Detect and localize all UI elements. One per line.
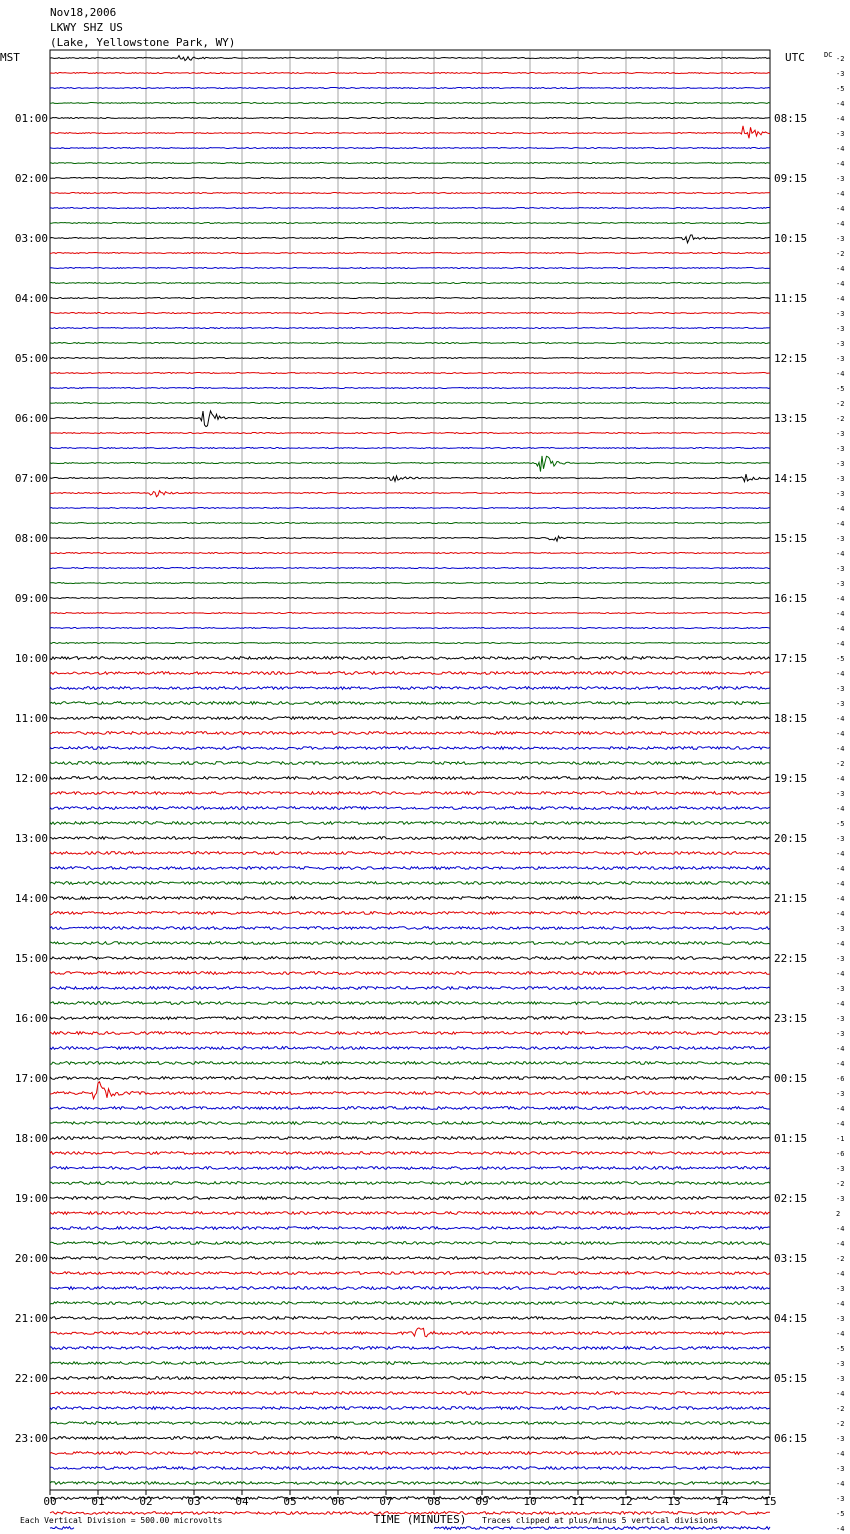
trace-line bbox=[50, 777, 770, 780]
x-tick-label: 09 bbox=[475, 1495, 489, 1508]
dc-offset-label: -4 bbox=[836, 805, 845, 813]
x-tick-label: 10 bbox=[523, 1495, 537, 1508]
utc-hour-label: 16:15 bbox=[774, 592, 808, 605]
trace-line bbox=[50, 1302, 770, 1305]
utc-hour-label: 17:15 bbox=[774, 652, 808, 665]
dc-offset-label: -6 bbox=[836, 1150, 845, 1158]
dc-offset-label: -4 bbox=[836, 220, 845, 228]
trace-line bbox=[50, 583, 770, 584]
x-axis-title: TIME (MINUTES) bbox=[373, 1513, 467, 1526]
dc-offset-label: -4 bbox=[836, 940, 845, 948]
utc-hour-label: 22:15 bbox=[774, 952, 808, 965]
x-tick-label: 04 bbox=[235, 1495, 249, 1508]
dc-offset-label: -2 bbox=[836, 1405, 845, 1413]
utc-hour-label: 11:15 bbox=[774, 292, 808, 305]
station-label: LKWY SHZ US bbox=[50, 21, 123, 34]
mst-hour-label: 06:00 bbox=[14, 412, 48, 425]
dc-offset-label: -2 bbox=[836, 250, 845, 258]
trace-line bbox=[50, 897, 770, 900]
dc-offset-label: -4 bbox=[836, 100, 845, 108]
utc-label: UTC bbox=[785, 51, 805, 64]
dc-offset-label: -3 bbox=[836, 1465, 845, 1473]
date-label: Nov18,2006 bbox=[50, 6, 117, 19]
dc-offset-label: -3 bbox=[836, 1030, 845, 1038]
dc-offset-label: -1 bbox=[836, 1135, 845, 1143]
utc-hour-label: 01:15 bbox=[774, 1132, 808, 1145]
dc-offset-label: -3 bbox=[836, 1435, 845, 1443]
trace-line bbox=[50, 523, 770, 524]
mst-hour-label: 13:00 bbox=[14, 832, 48, 845]
trace-line bbox=[50, 1362, 770, 1365]
dc-offset-label: -3 bbox=[836, 490, 845, 498]
trace-line bbox=[50, 1467, 770, 1470]
trace-line bbox=[50, 1167, 770, 1170]
dc-offset-label: -3 bbox=[836, 535, 845, 543]
dc-offset-label: -4 bbox=[836, 865, 845, 873]
dc-offset-label: -4 bbox=[836, 775, 845, 783]
trace-line bbox=[50, 73, 770, 74]
trace-line bbox=[50, 358, 770, 359]
dc-offset-label: -4 bbox=[836, 1060, 845, 1068]
dc-offset-label: -4 bbox=[836, 205, 845, 213]
dc-offset-label: -4 bbox=[836, 610, 845, 618]
utc-hour-label: 03:15 bbox=[774, 1252, 808, 1265]
dc-offset-label: -3 bbox=[836, 1495, 845, 1503]
trace-line bbox=[50, 1317, 770, 1320]
mst-hour-label: 02:00 bbox=[14, 172, 48, 185]
dc-offset-labels bbox=[836, 55, 844, 1534]
trace-line bbox=[50, 508, 770, 509]
trace-line bbox=[50, 987, 770, 990]
trace-line bbox=[50, 1328, 770, 1337]
dc-offset-label: -4 bbox=[836, 370, 845, 378]
utc-hour-label: 12:15 bbox=[774, 352, 808, 365]
dc-offset-label: -3 bbox=[836, 985, 845, 993]
trace-line bbox=[50, 852, 770, 855]
dc-offset-label: -3 bbox=[836, 70, 845, 78]
trace-line bbox=[50, 1152, 770, 1155]
trace-line bbox=[50, 103, 770, 104]
dc-offset-label: -5 bbox=[836, 820, 845, 828]
dc-offset-label: -4 bbox=[836, 970, 845, 978]
dc-offset-label: -4 bbox=[836, 1000, 845, 1008]
trace-line bbox=[50, 88, 770, 89]
dc-offset-label: -4 bbox=[836, 1480, 845, 1488]
mst-hour-label: 14:00 bbox=[14, 892, 48, 905]
trace-line bbox=[50, 208, 770, 209]
utc-hour-label: 02:15 bbox=[774, 1192, 808, 1205]
dc-offset-label: -4 bbox=[836, 640, 845, 648]
trace-line bbox=[50, 1062, 770, 1065]
dc-offset-label: -4 bbox=[836, 715, 845, 723]
dc-offset-label: -4 bbox=[836, 1390, 845, 1398]
mst-hour-label: 07:00 bbox=[14, 472, 48, 485]
mst-hour-label: 12:00 bbox=[14, 772, 48, 785]
trace-line bbox=[50, 474, 770, 482]
trace-group bbox=[50, 56, 770, 1534]
dc-offset-label: -4 bbox=[836, 850, 845, 858]
dc-offset-label: -3 bbox=[836, 1375, 845, 1383]
trace-line bbox=[50, 822, 770, 825]
x-tick-label: 07 bbox=[379, 1495, 393, 1508]
dc-offset-label: -5 bbox=[836, 85, 845, 93]
trace-line bbox=[50, 1257, 770, 1260]
trace-line bbox=[50, 1212, 770, 1215]
mst-label: MST bbox=[0, 51, 20, 64]
trace-line bbox=[50, 628, 770, 629]
trace-line bbox=[50, 1122, 770, 1125]
trace-line bbox=[50, 927, 770, 930]
trace-line bbox=[50, 178, 770, 179]
dc-offset-label: -3 bbox=[836, 1090, 845, 1098]
trace-line bbox=[50, 448, 770, 449]
trace-line bbox=[50, 1002, 770, 1005]
trace-line bbox=[50, 792, 770, 795]
dc-offset-label: -3 bbox=[836, 685, 845, 693]
trace-line bbox=[50, 403, 770, 404]
mst-hour-label: 22:00 bbox=[14, 1372, 48, 1385]
trace-line bbox=[50, 433, 770, 434]
dc-offset-label: -3 bbox=[836, 325, 845, 333]
dc-offset-label: -4 bbox=[836, 625, 845, 633]
trace-line bbox=[50, 807, 770, 810]
dc-offset-label: -4 bbox=[836, 190, 845, 198]
x-tick-label: 02 bbox=[139, 1495, 153, 1508]
dc-offset-label: -4 bbox=[836, 1105, 845, 1113]
x-tick-label: 08 bbox=[427, 1495, 441, 1508]
dc-offset-label: -4 bbox=[836, 1450, 845, 1458]
trace-line bbox=[50, 411, 770, 427]
dc-offset-label: -4 bbox=[836, 145, 845, 153]
dc-offset-label: -3 bbox=[836, 835, 845, 843]
mst-hour-label: 16:00 bbox=[14, 1012, 48, 1025]
x-tick-label: 03 bbox=[187, 1495, 201, 1508]
trace-line bbox=[50, 223, 770, 224]
x-tick-label: 06 bbox=[331, 1495, 345, 1508]
dc-offset-label: -3 bbox=[836, 445, 845, 453]
dc-offset-label: -4 bbox=[836, 745, 845, 753]
dc-offset-label: -3 bbox=[836, 925, 845, 933]
trace-line bbox=[50, 1227, 770, 1230]
trace-line bbox=[50, 747, 770, 750]
trace-line bbox=[50, 1032, 770, 1035]
clip-note: Traces clipped at plus/minus 5 vertical divisions bbox=[482, 1516, 719, 1525]
dc-offset-label: -2 bbox=[836, 1180, 845, 1188]
trace-line bbox=[50, 163, 770, 164]
utc-hour-label: 23:15 bbox=[774, 1012, 808, 1025]
dc-offset-label: -4 bbox=[836, 895, 845, 903]
utc-hour-label: 13:15 bbox=[774, 412, 808, 425]
trace-line bbox=[50, 613, 770, 614]
trace-line bbox=[50, 1527, 770, 1530]
x-tick-label: 13 bbox=[667, 1495, 681, 1508]
dc-offset-label: -3 bbox=[836, 460, 845, 468]
trace-line bbox=[50, 1047, 770, 1050]
trace-line bbox=[50, 643, 770, 644]
utc-hour-label: 18:15 bbox=[774, 712, 808, 725]
scale-note: Each Vertical Division = 500.00 microvolts bbox=[20, 1516, 223, 1525]
trace-line bbox=[50, 1197, 770, 1200]
trace-line bbox=[50, 1392, 770, 1395]
utc-hour-label: 20:15 bbox=[774, 832, 808, 845]
dc-offset-label: -3 bbox=[836, 355, 845, 363]
dc-offset-label: 2 bbox=[836, 1210, 841, 1218]
mst-hour-label: 21:00 bbox=[14, 1312, 48, 1325]
dc-label: DC bbox=[824, 51, 833, 59]
dc-offset-label: -2 bbox=[836, 1420, 845, 1428]
dc-offset-label: -4 bbox=[836, 1120, 845, 1128]
dc-offset-label: -4 bbox=[836, 1270, 845, 1278]
trace-line bbox=[50, 313, 770, 314]
trace-line bbox=[50, 702, 770, 705]
trace-line bbox=[50, 1497, 770, 1500]
dc-offset-label: -3 bbox=[836, 955, 845, 963]
dc-offset-label: -5 bbox=[836, 1510, 845, 1518]
trace-line bbox=[50, 1182, 770, 1185]
trace-line bbox=[50, 328, 770, 329]
trace-line bbox=[50, 56, 770, 61]
utc-hour-label: 05:15 bbox=[774, 1372, 808, 1385]
x-tick-label: 14 bbox=[715, 1495, 729, 1508]
trace-line bbox=[50, 298, 770, 299]
mst-hour-label: 23:00 bbox=[14, 1432, 48, 1445]
utc-hour-label: 19:15 bbox=[774, 772, 808, 785]
trace-line bbox=[50, 1137, 770, 1140]
mst-hour-label: 03:00 bbox=[14, 232, 48, 245]
trace-line bbox=[50, 1437, 770, 1440]
trace-line bbox=[50, 536, 770, 541]
dc-offset-label: -3 bbox=[836, 1360, 845, 1368]
trace-line bbox=[50, 837, 770, 840]
dc-offset-label: -4 bbox=[836, 1240, 845, 1248]
dc-offset-label: -3 bbox=[836, 1315, 845, 1323]
mst-hour-label: 17:00 bbox=[14, 1072, 48, 1085]
trace-line bbox=[50, 942, 770, 945]
trace-line bbox=[50, 1272, 770, 1275]
utc-hour-label: 14:15 bbox=[774, 472, 808, 485]
mst-hour-label: 15:00 bbox=[14, 952, 48, 965]
trace-line bbox=[50, 126, 770, 139]
dc-offset-label: -4 bbox=[836, 115, 845, 123]
trace-line bbox=[50, 1347, 770, 1350]
dc-offset-label: -4 bbox=[836, 910, 845, 918]
dc-offset-label: -2 bbox=[836, 400, 845, 408]
trace-line bbox=[50, 268, 770, 269]
trace-line bbox=[50, 1017, 770, 1020]
dc-offset-label: -3 bbox=[836, 130, 845, 138]
mst-hour-label: 04:00 bbox=[14, 292, 48, 305]
minute-grid bbox=[50, 50, 770, 1490]
trace-line bbox=[50, 972, 770, 975]
dc-offset-label: -6 bbox=[836, 1075, 845, 1083]
dc-offset-label: -4 bbox=[836, 265, 845, 273]
dc-offset-label: -4 bbox=[836, 280, 845, 288]
utc-hour-label: 06:15 bbox=[774, 1432, 808, 1445]
dc-offset-label: -3 bbox=[836, 790, 845, 798]
dc-offset-label: -3 bbox=[836, 580, 845, 588]
utc-hour-label: 08:15 bbox=[774, 112, 808, 125]
dc-offset-label: -2 bbox=[836, 760, 845, 768]
trace-line bbox=[50, 1077, 770, 1080]
x-tick-label: 11 bbox=[571, 1495, 585, 1508]
x-tick-label: 00 bbox=[43, 1495, 57, 1508]
trace-line bbox=[50, 717, 770, 720]
trace-line bbox=[50, 283, 770, 284]
trace-line bbox=[50, 957, 770, 960]
mst-hour-label: 05:00 bbox=[14, 352, 48, 365]
dc-offset-label: -3 bbox=[836, 1165, 845, 1173]
trace-line bbox=[50, 672, 770, 675]
dc-offset-label: -4 bbox=[836, 1330, 845, 1338]
trace-line bbox=[50, 193, 770, 194]
trace-line bbox=[50, 253, 770, 254]
dc-offset-label: -5 bbox=[836, 655, 845, 663]
utc-hour-label: 21:15 bbox=[774, 892, 808, 905]
trace-line bbox=[50, 118, 770, 119]
dc-offset-label: -4 bbox=[836, 160, 845, 168]
trace-line bbox=[50, 867, 770, 870]
trace-line bbox=[50, 148, 770, 149]
dc-offset-label: -2 bbox=[836, 55, 845, 63]
mst-hour-label: 19:00 bbox=[14, 1192, 48, 1205]
trace-line bbox=[50, 553, 770, 554]
utc-hour-label: 00:15 bbox=[774, 1072, 808, 1085]
dc-offset-label: -3 bbox=[836, 1285, 845, 1293]
mst-hour-label: 18:00 bbox=[14, 1132, 48, 1145]
dc-offset-label: -3 bbox=[836, 310, 845, 318]
utc-hour-label: 15:15 bbox=[774, 532, 808, 545]
dc-offset-label: -4 bbox=[836, 1045, 845, 1053]
x-tick-label: 05 bbox=[283, 1495, 297, 1508]
utc-hour-label: 10:15 bbox=[774, 232, 808, 245]
dc-offset-label: -3 bbox=[836, 475, 845, 483]
dc-offset-label: -5 bbox=[836, 385, 845, 393]
trace-line bbox=[50, 912, 770, 915]
trace-line bbox=[50, 882, 770, 885]
trace-line bbox=[50, 1242, 770, 1245]
dc-offset-label: -3 bbox=[836, 565, 845, 573]
x-tick-label: 15 bbox=[763, 1495, 777, 1508]
trace-line bbox=[50, 732, 770, 735]
trace-line bbox=[50, 373, 770, 374]
utc-hour-label: 09:15 bbox=[774, 172, 808, 185]
trace-line bbox=[50, 1452, 770, 1455]
trace-line bbox=[50, 343, 770, 344]
dc-offset-label: -3 bbox=[836, 340, 845, 348]
trace-line bbox=[50, 235, 770, 243]
dc-offset-label: -4 bbox=[836, 295, 845, 303]
dc-offset-label: -3 bbox=[836, 430, 845, 438]
trace-line bbox=[50, 1082, 770, 1099]
dc-offset-label: -3 bbox=[836, 1195, 845, 1203]
dc-offset-label: -4 bbox=[836, 1225, 845, 1233]
dc-offset-label: -4 bbox=[836, 1300, 845, 1308]
dc-offset-label: -4 bbox=[836, 670, 845, 678]
dc-offset-label: -4 bbox=[836, 505, 845, 513]
trace-line bbox=[50, 388, 770, 389]
trace-line bbox=[50, 1377, 770, 1380]
dc-offset-label: -4 bbox=[836, 1525, 845, 1533]
trace-line bbox=[50, 1407, 770, 1410]
dc-offset-label: -4 bbox=[836, 520, 845, 528]
trace-line bbox=[50, 568, 770, 569]
dc-offset-label: -3 bbox=[836, 700, 845, 708]
trace-line bbox=[50, 1107, 770, 1110]
trace-line bbox=[50, 1287, 770, 1290]
trace-line bbox=[50, 456, 770, 472]
dc-offset-label: -5 bbox=[836, 1345, 845, 1353]
x-tick-label: 12 bbox=[619, 1495, 633, 1508]
trace-line bbox=[50, 762, 770, 765]
dc-offset-label: -3 bbox=[836, 1015, 845, 1023]
mst-hour-label: 09:00 bbox=[14, 592, 48, 605]
trace-line bbox=[50, 491, 770, 497]
utc-hour-label: 04:15 bbox=[774, 1312, 808, 1325]
dc-offset-label: -3 bbox=[836, 235, 845, 243]
dc-offset-label: -3 bbox=[836, 175, 845, 183]
dc-offset-label: -4 bbox=[836, 880, 845, 888]
plot-frame bbox=[50, 50, 770, 1490]
mst-hour-label: 08:00 bbox=[14, 532, 48, 545]
dc-offset-label: -2 bbox=[836, 1255, 845, 1263]
mst-hour-label: 11:00 bbox=[14, 712, 48, 725]
mst-hour-label: 20:00 bbox=[14, 1252, 48, 1265]
trace-line bbox=[50, 1482, 770, 1485]
mst-hour-label: 10:00 bbox=[14, 652, 48, 665]
dc-offset-label: -4 bbox=[836, 595, 845, 603]
mst-hour-label: 01:00 bbox=[14, 112, 48, 125]
trace-line bbox=[50, 598, 770, 599]
dc-offset-label: -2 bbox=[836, 415, 845, 423]
x-tick-label: 01 bbox=[91, 1495, 105, 1508]
location-label: (Lake, Yellowstone Park, WY) bbox=[50, 36, 236, 49]
trace-line bbox=[50, 687, 770, 690]
trace-line bbox=[50, 657, 770, 660]
dc-offset-label: -4 bbox=[836, 550, 845, 558]
dc-offset-label: -4 bbox=[836, 730, 845, 738]
trace-line bbox=[50, 1422, 770, 1425]
